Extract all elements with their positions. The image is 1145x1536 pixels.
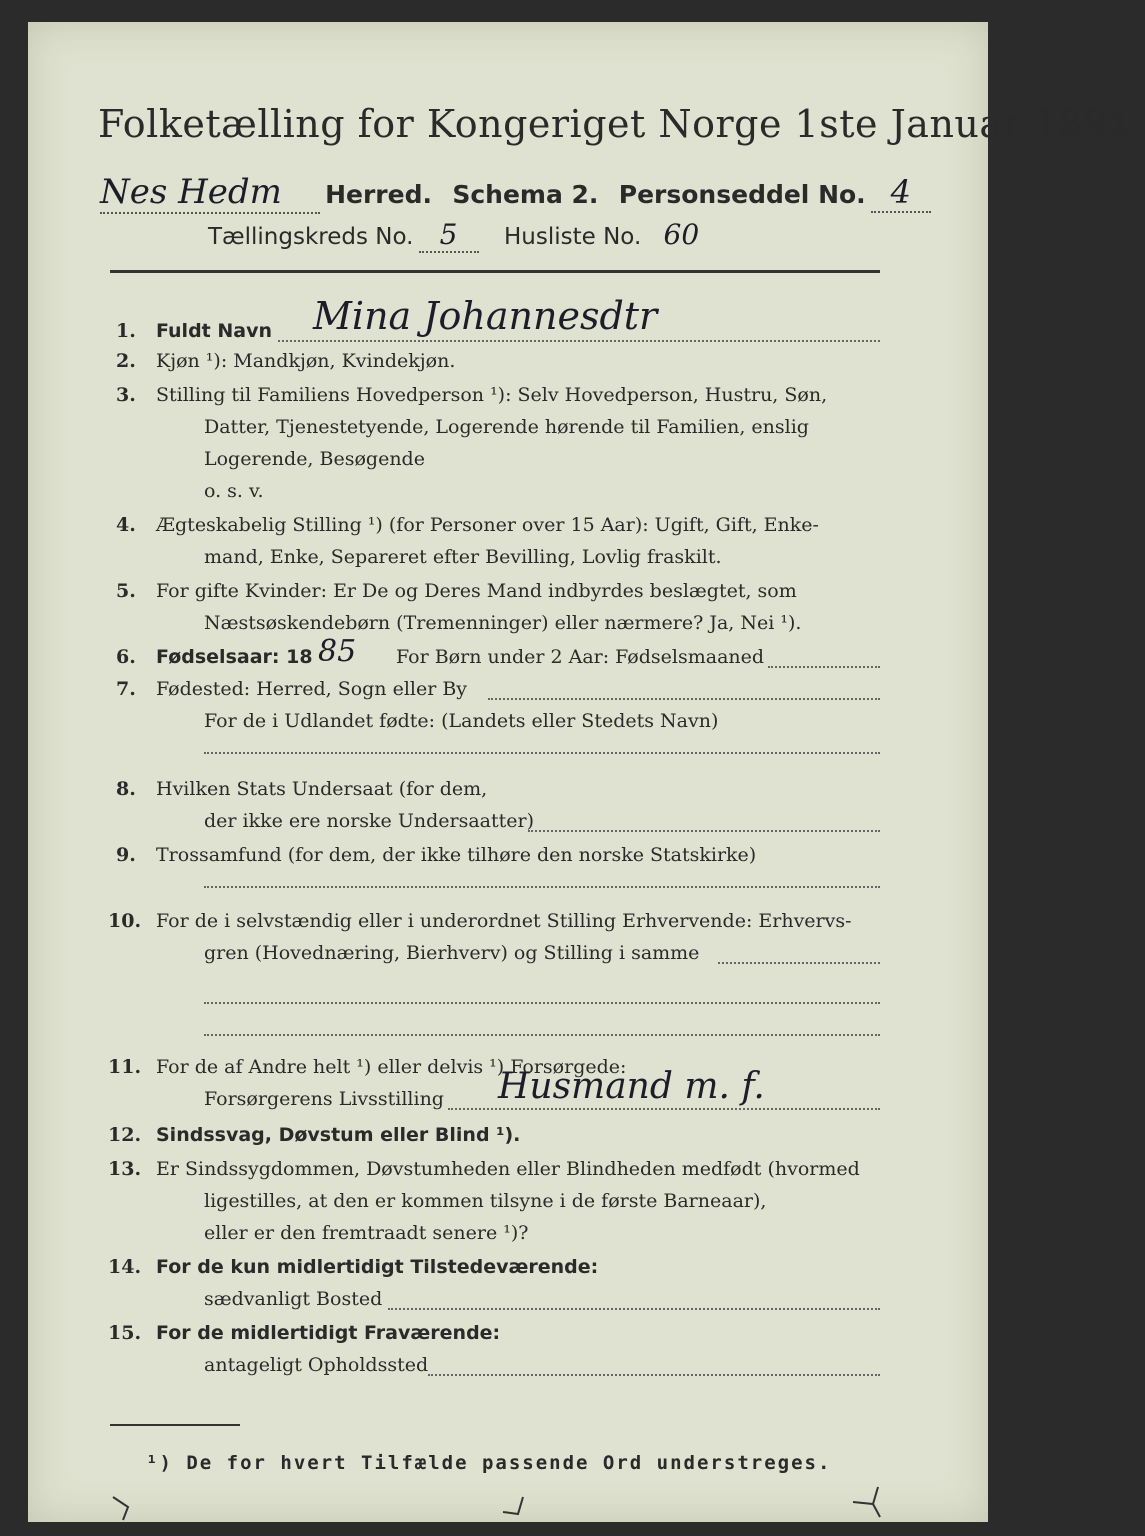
field-15-dotline <box>428 1374 880 1376</box>
field-1-dotline <box>278 340 880 342</box>
field-13-line-3: eller er den fremtraadt senere ¹)? <box>204 1222 529 1244</box>
field-11-livsstilling-value: Husmand m. f. <box>498 1066 765 1107</box>
field-1-number: 1. <box>116 320 136 342</box>
field-8-line-1: Hvilken Stats Undersaat (for dem, <box>156 778 488 800</box>
header-divider <box>110 270 880 273</box>
field-7-line-1: Fødested: Herred, Sogn eller By <box>156 678 468 700</box>
field-13-number: 13. <box>108 1158 142 1180</box>
field-10-number: 10. <box>108 910 142 932</box>
field-8-dotline <box>528 830 880 832</box>
kreds-row <box>208 218 716 253</box>
field-4-line-2: mand, Enke, Separeret efter Bevilling, Lovlig fraskilt. <box>204 546 722 568</box>
husliste-no: 60 <box>663 218 700 251</box>
field-2-label: Kjøn ¹): Mandkjøn, Kvindekjøn. <box>156 350 456 372</box>
field-5-line-1: For gifte Kvinder: Er De og Deres Mand indbyrdes beslægtet, som <box>156 580 797 602</box>
field-11-dotline <box>448 1108 880 1110</box>
field-1-label: Fuldt Navn <box>156 320 273 342</box>
field-2-number: 2. <box>116 350 136 372</box>
field-13-line-2: ligestilles, at den er kommen tilsyne i de første Barneaar), <box>204 1190 767 1212</box>
field-6-year-value: 85 <box>318 634 357 669</box>
field-9-dotline <box>204 886 880 888</box>
field-7-number: 7. <box>116 678 136 700</box>
field-15-line-2: antageligt Opholdssted <box>204 1354 429 1376</box>
field-7-line-2: For de i Udlandet fødte: (Landets eller Stedets Navn) <box>204 710 719 732</box>
field-3-line-1: Stilling til Familiens Hovedperson ¹): Selv Hovedperson, Hustru, Søn, <box>156 384 828 406</box>
kreds-no: 5 <box>419 218 479 253</box>
field-4-number: 4. <box>116 514 136 536</box>
field-9-number: 9. <box>116 844 136 866</box>
field-12-number: 12. <box>108 1124 142 1146</box>
field-15-number: 15. <box>108 1322 142 1344</box>
field-6-dotline <box>768 666 880 668</box>
herred-name: Nes Hedm <box>100 172 320 214</box>
corner-mark-right-icon <box>848 1482 888 1522</box>
field-4-line-1: Ægteskabelig Stilling ¹) (for Personer over 15 Aar): Ugift, Gift, Enke- <box>156 514 819 536</box>
field-13-line-1: Er Sindssygdommen, Døvstumheden eller Blindheden medfødt (hvormed <box>156 1158 860 1180</box>
field-10-dotline <box>718 962 880 964</box>
field-3-line-4: o. s. v. <box>204 480 264 502</box>
census-form-page <box>28 22 1145 1522</box>
field-6-number: 6. <box>116 646 136 668</box>
field-14-dotline <box>388 1308 880 1310</box>
corner-mark-left-icon <box>108 1492 148 1522</box>
field-1-name-value: Mina Johannesdtr <box>313 294 658 338</box>
field-5-line-2: Næstsøskendebørn (Tremenninger) eller nærmere? Ja, Nei ¹). <box>204 612 802 634</box>
form-title: Folketælling for Kongeriget Norge 1ste Januar 1891. <box>98 102 1145 146</box>
field-11-line-1: For de af Andre helt ¹) eller delvis ¹) Forsørgede: <box>156 1056 627 1078</box>
kreds-label: Tællingskreds No. <box>208 224 414 250</box>
field-10-dotline-2 <box>204 1002 880 1004</box>
field-9-line-1: Trossamfund (for dem, der ikke tilhøre den norske Statskirke) <box>156 844 757 866</box>
field-3-number: 3. <box>116 384 136 406</box>
field-11-line-2: Forsørgerens Livsstilling <box>204 1088 444 1110</box>
field-12-line-1: Sindssvag, Døvstum eller Blind ¹). <box>156 1124 521 1146</box>
field-11-number: 11. <box>108 1056 142 1078</box>
field-8-number: 8. <box>116 778 136 800</box>
field-8-line-2: der ikke ere norske Undersaatter) <box>204 810 534 832</box>
field-3-line-2: Datter, Tjenestetyende, Logerende hørende til Familien, enslig <box>204 416 809 438</box>
field-5-number: 5. <box>116 580 136 602</box>
personseddel-label: Personseddel No. <box>618 180 866 209</box>
husliste-label: Husliste No. <box>504 224 642 250</box>
field-7-dotline-2 <box>204 752 880 754</box>
field-15-line-1: For de midlertidigt Fraværende: <box>156 1322 501 1344</box>
field-7-dotline <box>488 698 880 700</box>
field-3-line-3: Logerende, Besøgende <box>204 448 425 470</box>
field-6-label: Fødselsaar: 18 <box>156 646 313 668</box>
field-14-line-2: sædvanligt Bosted <box>204 1288 383 1310</box>
footnote: ¹) De for hvert Tilfælde passende Ord understreges. <box>146 1452 832 1474</box>
herred-row <box>100 172 931 214</box>
field-14-line-1: For de kun midlertidigt Tilstedeværende: <box>156 1256 599 1278</box>
schema-label: Schema 2. <box>452 180 599 209</box>
personseddel-no: 4 <box>871 173 931 213</box>
herred-label: Herred. <box>325 180 432 209</box>
footnote-divider <box>110 1424 240 1426</box>
field-6-month-label: For Børn under 2 Aar: Fødselsmaaned <box>396 646 765 668</box>
corner-mark-center-icon <box>498 1492 538 1522</box>
field-10-line-2: gren (Hovednæring, Bierhverv) og Stilling i samme <box>204 942 700 964</box>
field-10-line-1: For de i selvstændig eller i underordnet Stilling Erhvervende: Erhvervs- <box>156 910 852 932</box>
field-10-dotline-3 <box>204 1034 880 1036</box>
field-14-number: 14. <box>108 1256 142 1278</box>
